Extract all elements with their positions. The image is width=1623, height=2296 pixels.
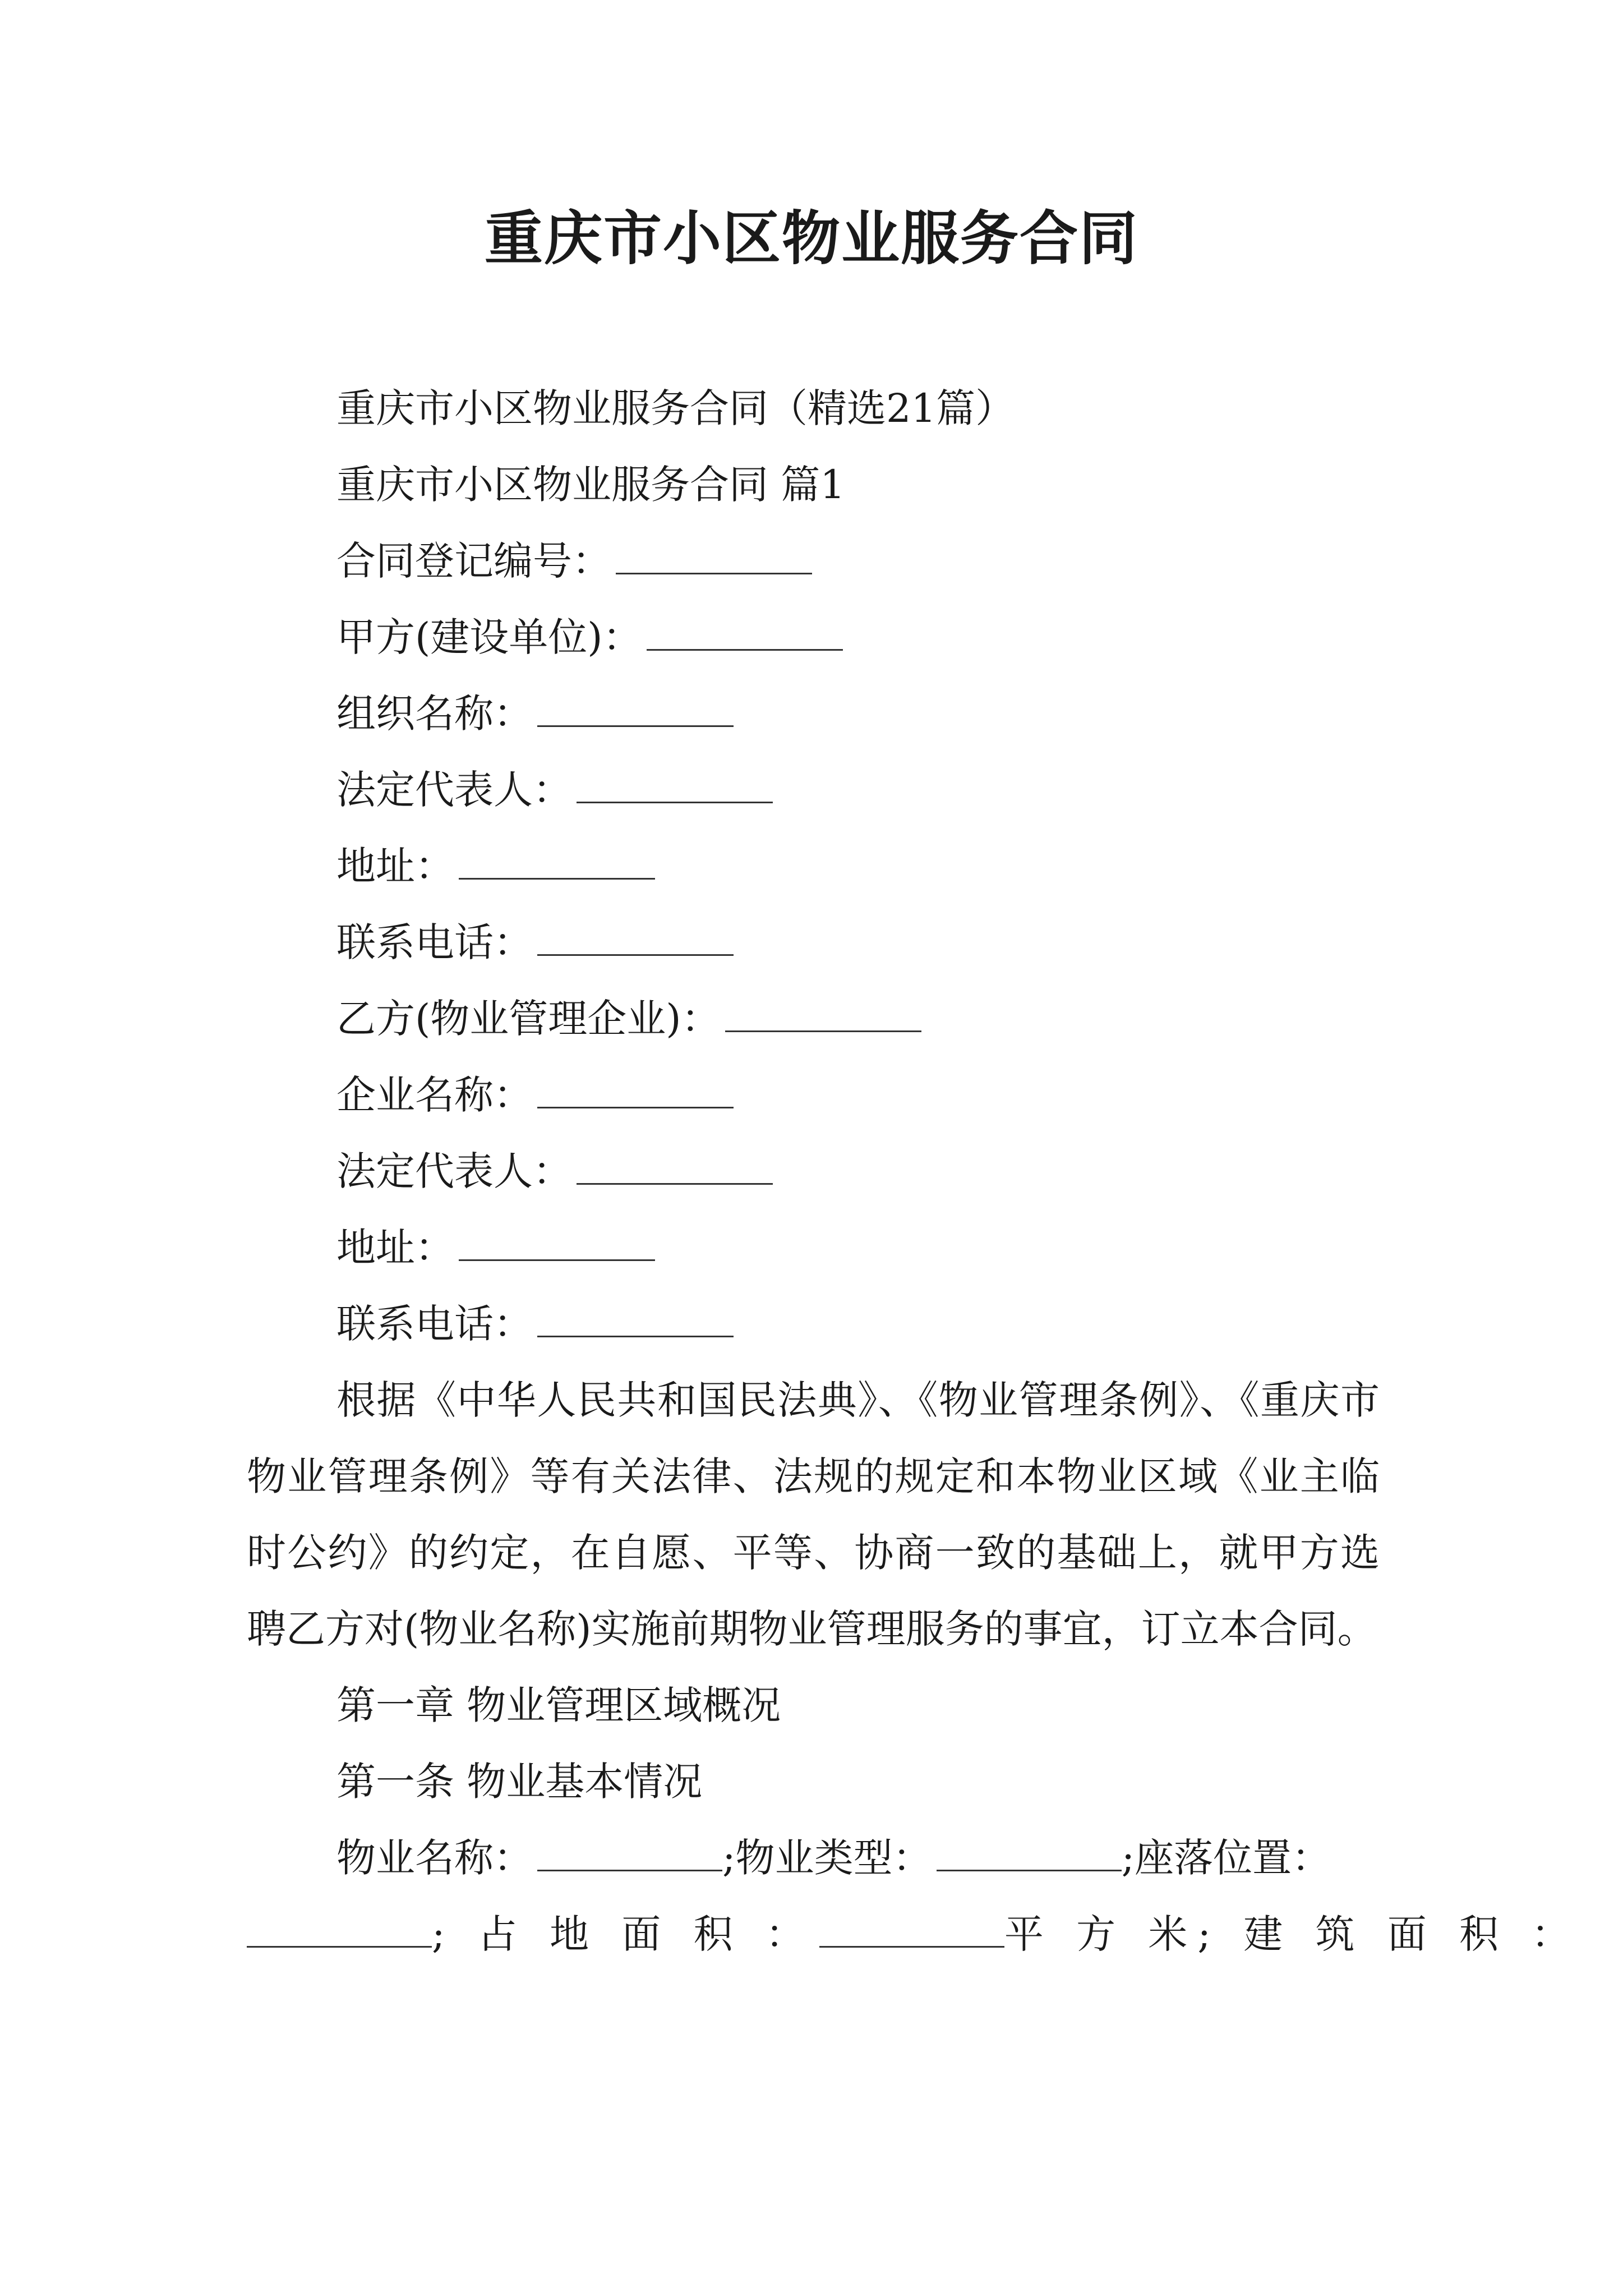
field-label: 地址： [336,843,454,889]
blank-line [459,843,655,880]
blank-line [537,1072,734,1108]
field-b-org [247,1057,1380,1133]
field-party-b [247,981,1380,1057]
field-label: 企业名称： [336,1072,533,1118]
blank-line [647,614,843,651]
chapter-heading: 第一章 物业管理区域概况 [336,1682,781,1728]
blank-line [616,538,812,574]
property-name-label: 物业名称： [336,1835,533,1881]
blank-line [725,996,921,1032]
property-line-2 [247,1896,1581,1972]
field-label: 联系电话： [336,919,533,965]
preamble-text: 根据《中华人民共和国民法典》、《物业管理条例》、《重庆市物业管理条例》等有关法律、法规的规定和本物业区域《业主临时公约》的约定，在自愿、平等、协商一致的基础上，就甲方选聘乙方对(物业名称)实施前期物业管理服务的事宜，订立本合同。 [247,1377,1380,1652]
document-body [247,370,1581,1972]
blank-line [537,691,734,727]
blank-line [537,1835,722,1871]
field-label: 合同登记编号： [336,538,611,584]
subtitle: 重庆市小区物业服务合同（精选21篇） [336,385,1015,431]
field-reg-no [247,523,1380,599]
blank-line [937,1835,1122,1871]
field-a-addr [247,828,1380,904]
document-title: 重庆市小区物业服务合同 [484,204,1138,273]
field-party-a [247,599,1380,675]
property-line-1 [247,1820,1380,1896]
blank-line [537,1301,734,1337]
field-label: 地址： [336,1225,454,1271]
field-label: 乙方(物业管理企业)： [336,996,721,1042]
field-a-tel [247,904,1380,981]
blank-line [577,767,773,803]
field-label: 组织名称： [336,691,533,737]
field-b-addr [247,1209,1380,1286]
article-heading: 第一条 物业基本情况 [336,1759,703,1805]
blank-line [459,1225,655,1261]
blank-line [247,1911,432,1948]
property-type-label: ;物业类型： [722,1835,932,1881]
field-label: 法定代表人： [336,1148,572,1194]
field-label: 联系电话： [336,1301,533,1347]
field-b-tel [247,1286,1380,1362]
blank-line [819,1911,1004,1948]
building-area-label: ; 建 筑 面 积 ： [1197,1911,1581,1957]
unit-label: 平 方 米 [1004,1911,1198,1957]
field-a-rep [247,752,1380,828]
field-label: 法定代表人： [336,767,572,813]
part-heading: 重庆市小区物业服务合同 篇1 [336,462,845,508]
preamble-paragraph [247,1362,1380,1667]
blank-line [537,919,734,956]
blank-line [577,1148,773,1185]
field-b-rep [247,1133,1380,1209]
land-area-label: ; 占 地 面 积 ： [432,1911,815,1957]
property-location-label: ;座落位置： [1121,1835,1331,1881]
field-a-org [247,675,1380,752]
field-label: 甲方(建设单位)： [336,614,642,660]
